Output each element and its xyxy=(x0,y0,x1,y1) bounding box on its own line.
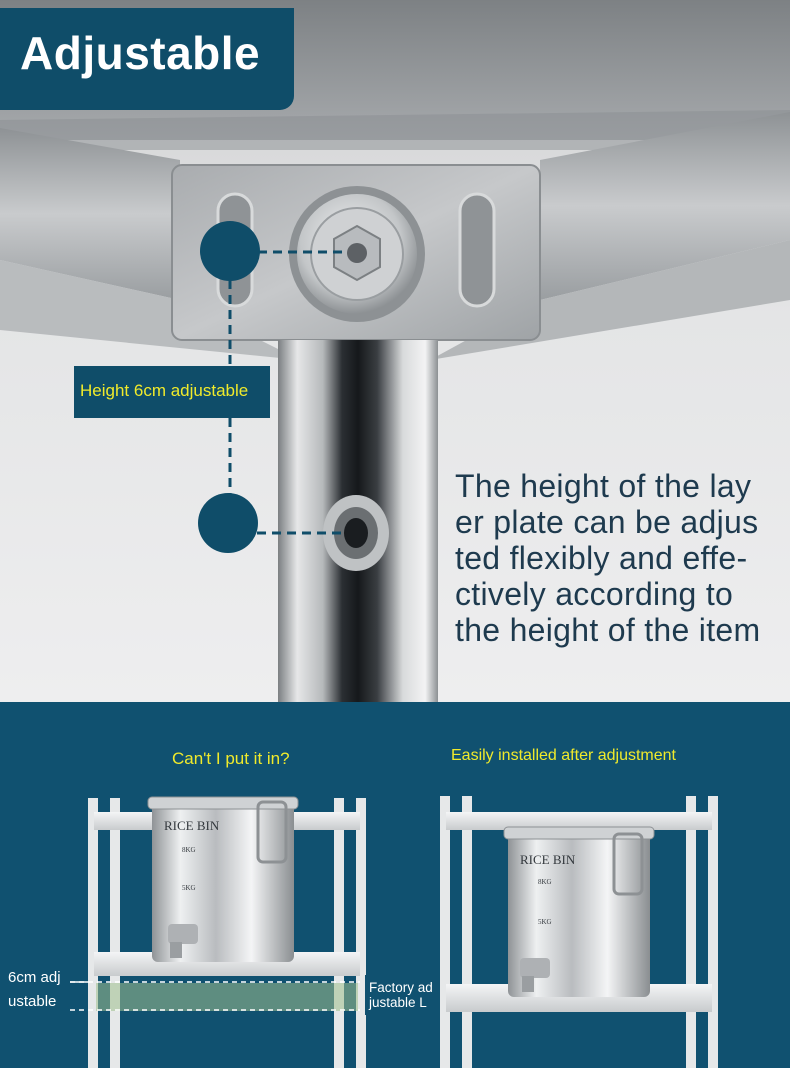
scale-mark: 5KG xyxy=(538,918,552,926)
bin-label: RICE BIN xyxy=(520,852,576,867)
left-note-line: 6cm adj xyxy=(8,969,61,986)
marker-dot-icon xyxy=(198,493,258,553)
description-line: The height of the lay xyxy=(455,468,752,504)
right-note-line: Factory ad xyxy=(369,980,433,995)
description-line: er plate can be adjus xyxy=(455,504,759,540)
page-title: Adjustable xyxy=(20,27,261,79)
scale-mark: 8KG xyxy=(182,846,196,854)
left-caption: Can't I put it in? xyxy=(172,749,290,768)
bin-label: RICE BIN xyxy=(164,818,220,833)
scale-mark: 8KG xyxy=(538,878,552,886)
scale-mark: 5KG xyxy=(182,884,196,892)
left-note-line: ustable xyxy=(8,993,57,1010)
bolt-icon xyxy=(289,186,425,322)
description-line: the height of the item xyxy=(455,612,761,648)
description-line: ctively according to xyxy=(455,576,734,612)
description-line: ted flexibly and effe- xyxy=(455,540,748,576)
right-note-line: justable L xyxy=(369,995,427,1010)
marker-dot-icon xyxy=(200,221,260,281)
right-caption: Easily installed after adjustment xyxy=(451,747,676,764)
height-badge-label: Height 6cm adjustable xyxy=(80,381,249,400)
description xyxy=(455,468,767,648)
